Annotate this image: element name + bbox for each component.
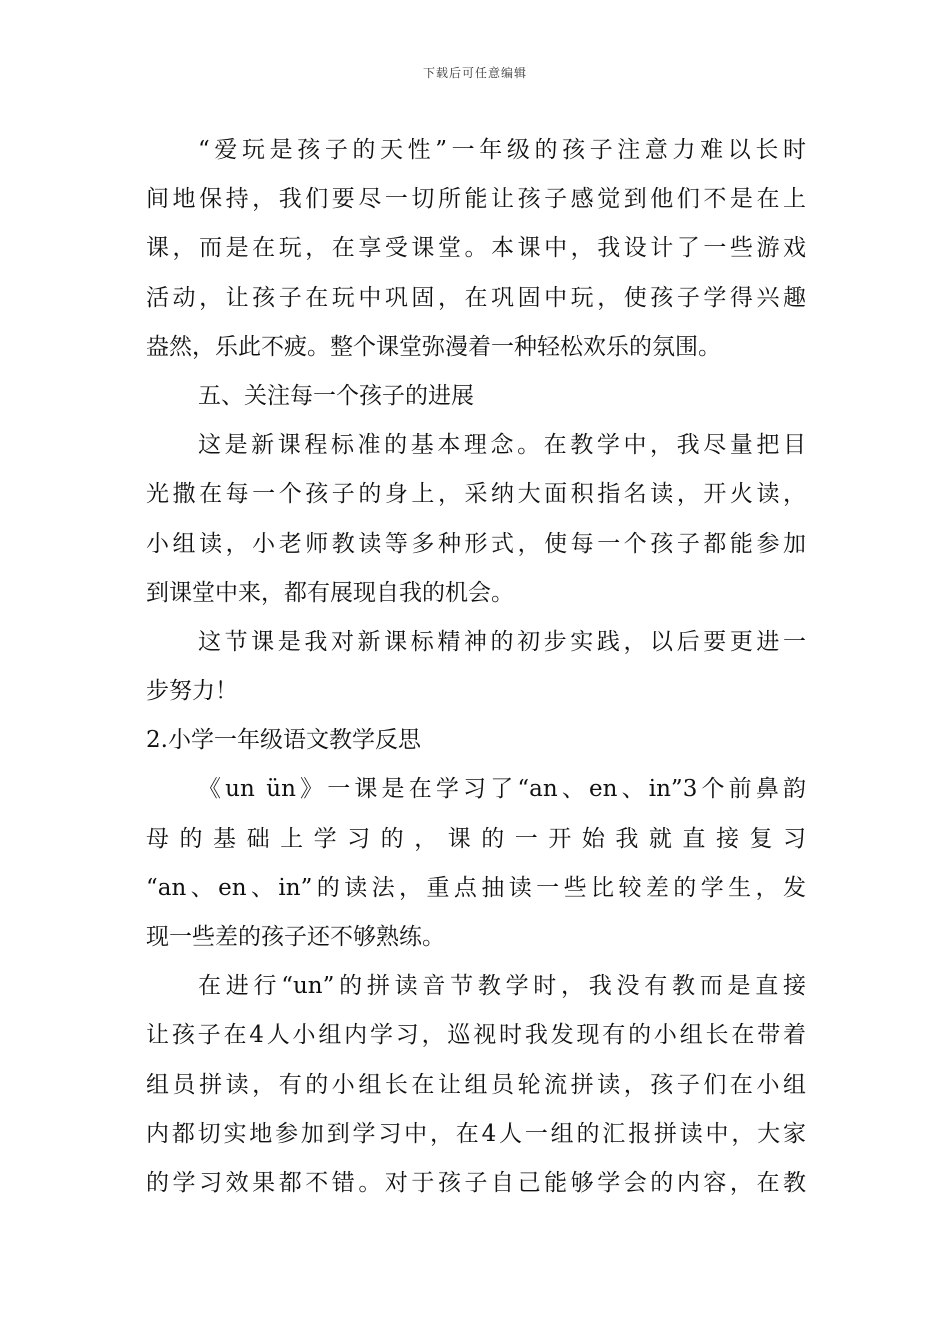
paragraph-line: 盎然，乐此不疲。整个课堂弥漫着一种轻松欢乐的氛围。 bbox=[146, 333, 721, 360]
paragraph-line: 组员拼读，有的小组长在让组员轮流拼读，孩子们在小组 bbox=[146, 1071, 806, 1098]
paragraph-line: 活动，让孩子在玩中巩固，在巩固中玩，使孩子学得兴趣 bbox=[146, 284, 806, 311]
paragraph-line: 《un ün》一课是在学习了“an、en、in”3个前鼻韵 bbox=[198, 776, 806, 803]
paragraph-line: 让孩子在4人小组内学习，巡视时我发现有的小组长在带着 bbox=[146, 1022, 806, 1049]
paragraph-line: 这节课是我对新课标精神的初步实践，以后要更进一 bbox=[198, 628, 806, 655]
section-heading: 2.小学一年级语文教学反思 bbox=[146, 727, 421, 754]
paragraph-line: 这是新课程标准的基本理念。在教学中，我尽量把目 bbox=[198, 432, 806, 459]
body-text bbox=[146, 126, 806, 1208]
paragraph-line: 间地保持，我们要尽一切所能让孩子感觉到他们不是在上 bbox=[146, 186, 806, 213]
paragraph-line: “an、en、in”的读法，重点抽读一些比较差的学生，发 bbox=[146, 874, 806, 901]
section-heading: 五、关注每一个孩子的进展 bbox=[198, 382, 474, 409]
paragraph-line: 在进行“un”的拼读音节教学时，我没有教而是直接 bbox=[198, 973, 806, 1000]
paragraph-line: 光撒在每一个孩子的身上，采纳大面积指名读，开火读， bbox=[146, 481, 806, 508]
paragraph-line: 的学习效果都不错。对于孩子自己能够学会的内容，在教 bbox=[146, 1169, 806, 1196]
paragraph-line: 现一些差的孩子还不够熟练。 bbox=[146, 924, 445, 950]
header-note: 下载后可任意编辑 bbox=[422, 66, 527, 80]
paragraph-line: 步努力！ bbox=[146, 678, 238, 705]
paragraph-line: 内都切实地参加到学习中，在4人一组的汇报拼读中，大家 bbox=[146, 1120, 806, 1147]
paragraph-line: 母的基础上学习的，课的一开始我就直接复习 bbox=[146, 825, 806, 852]
paragraph-line: 到课堂中来，都有展现自我的机会。 bbox=[146, 579, 514, 606]
paragraph-line: “爱玩是孩子的天性”一年级的孩子注意力难以长时 bbox=[198, 137, 806, 163]
paragraph-line: 小组读，小老师教读等多种形式，使每一个孩子都能参加 bbox=[146, 530, 806, 557]
paragraph-line: 课，而是在玩，在享受课堂。本课中，我设计了一些游戏 bbox=[146, 235, 806, 262]
